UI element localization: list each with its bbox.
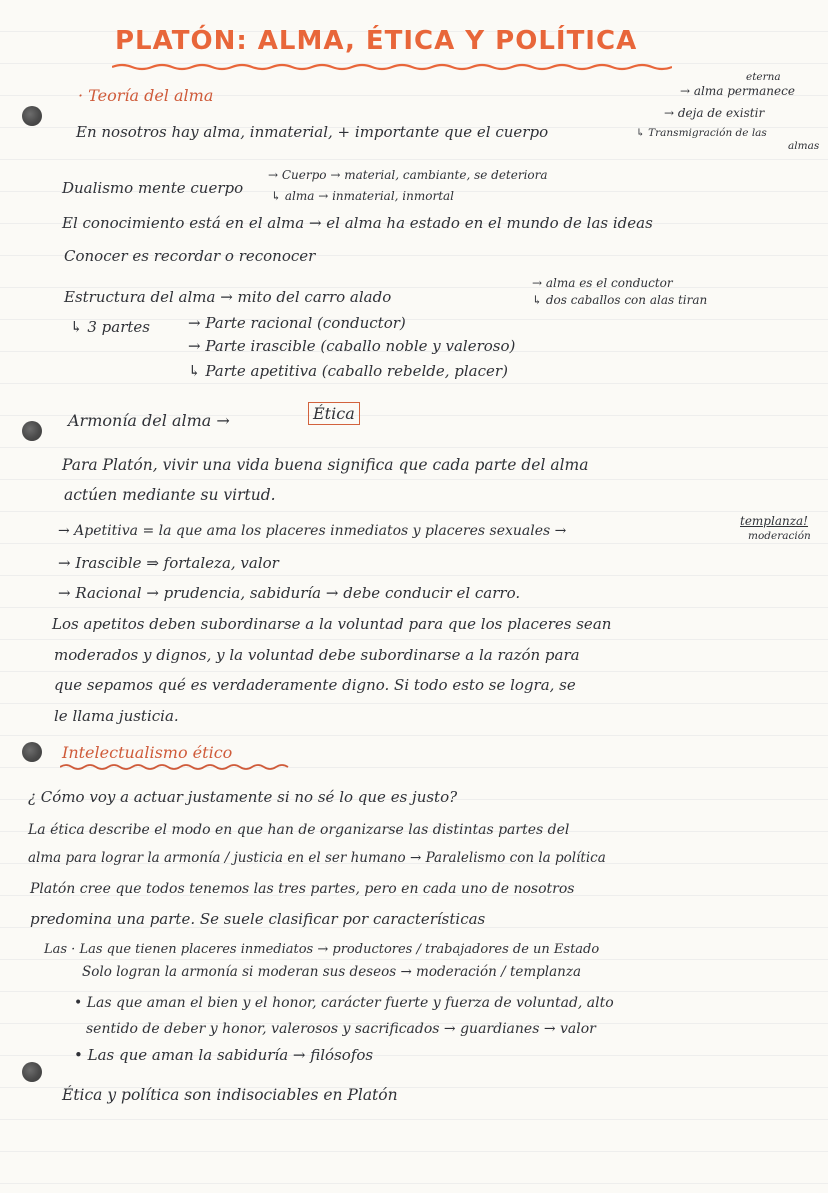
note-alma-permanece: → alma permanece — [680, 84, 795, 98]
binder-hole-4 — [22, 1062, 42, 1082]
text-conocer: Conocer es recordar o reconocer — [64, 247, 316, 265]
text-cuerpo: → Cuerpo → material, cambiante, se deteriora — [268, 168, 548, 182]
etica-label: Ética — [308, 402, 360, 425]
text-actuen: actúen mediante su virtud. — [64, 486, 276, 504]
text-racional: → Racional → prudencia, sabiduría → debe conducir el carro. — [58, 584, 521, 602]
text-tres-partes: Platón cree que todos tenemos las tres partes, pero en cada uno de nosotros — [30, 881, 575, 897]
text-templanza: templanza! — [740, 514, 809, 528]
text-3-partes: ↳ 3 partes — [70, 318, 150, 336]
text-apetitos-1: Los apetitos deben subordinarse a la voluntad para que los placeres sean — [52, 615, 612, 633]
etica-box — [308, 406, 360, 422]
text-aman-bien: • Las que aman el bien y el honor, carácter fuerte y fuerza de voluntad, alto — [74, 995, 614, 1011]
text-apetitos-2: moderados y dignos, y la voluntad debe subordinarse a la razón para — [54, 646, 580, 664]
binder-hole-3 — [22, 742, 42, 762]
text-final: Ética y política son indisociables en Platón — [62, 1086, 398, 1104]
text-parte-irascible: → Parte irascible (caballo noble y valeroso) — [188, 337, 516, 355]
text-alma-inmaterial: En nosotros hay alma, inmaterial, + importante que el cuerpo — [76, 123, 549, 141]
text-guardianes: sentido de deber y honor, valerosos y sacrificados → guardianes → valor — [86, 1021, 596, 1037]
text-conocimiento: El conocimiento está en el alma → el alma ha estado en el mundo de las ideas — [62, 214, 653, 232]
text-parte-racional: → Parte racional (conductor) — [188, 314, 406, 332]
binder-hole-1 — [22, 106, 42, 126]
page-title: PLATÓN: ALMA, ÉTICA Y POLÍTICA — [115, 26, 638, 56]
text-pregunta: ¿ Cómo voy a actuar justamente si no sé lo que es justo? — [28, 788, 458, 806]
note-transmigracion: ↳ Transmigración de las — [636, 127, 767, 139]
text-placeres-inmediatos: Las · Las que tienen placeres inmediatos → productores / trabajadores de un Estado — [44, 942, 600, 957]
text-dualismo: Dualismo mente cuerpo — [62, 179, 244, 197]
text-armonia-justicia: alma para lograr la armonía / justicia en el ser humano → Paralelismo con la política — [28, 850, 606, 866]
heading-intelectualismo: Intelectualismo ético — [62, 743, 233, 762]
heading-underline — [60, 763, 292, 771]
text-estructura: Estructura del alma → mito del carro alado — [64, 288, 392, 306]
title-underline — [112, 63, 672, 71]
note-eterna: eterna — [746, 71, 781, 83]
text-predomina: predomina una parte. Se suele clasificar por características — [30, 910, 486, 928]
text-conductor: → alma es el conductor — [532, 276, 673, 290]
note-almas: almas — [788, 140, 820, 152]
text-filosofos: • Las que aman la sabiduría → filósofos — [74, 1046, 374, 1064]
text-justicia: le llama justicia. — [54, 707, 179, 725]
text-parte-apetitiva: ↳ Parte apetitiva (caballo rebelde, placer) — [188, 362, 508, 380]
text-caballos: ↳ dos caballos con alas tiran — [532, 293, 708, 307]
text-etica-describe: La ética describe el modo en que han de organizarse las distintas partes del — [28, 822, 570, 838]
heading-teoria-alma: · Teoría del alma — [78, 86, 214, 105]
text-armonia-moderan: Solo logran la armonía si moderan sus deseos → moderación / templanza — [82, 964, 582, 980]
text-armonia: Armonía del alma → — [68, 411, 230, 430]
note-deja-existir: → deja de existir — [664, 106, 765, 120]
text-alma-inmortal: ↳ alma → inmaterial, inmortal — [271, 189, 455, 203]
text-apetitiva: → Apetitiva = la que ama los placeres inmediatos y placeres sexuales → — [58, 523, 567, 539]
text-apetitos-3: que sepamos qué es verdaderamente digno. Si todo esto se logra, se — [54, 676, 576, 694]
binder-hole-2 — [22, 421, 42, 441]
text-irascible: → Irascible ⇒ fortaleza, valor — [58, 554, 279, 572]
text-moderacion: moderación — [748, 530, 811, 542]
text-para-platon: Para Platón, vivir una vida buena significa que cada parte del alma — [62, 456, 589, 474]
